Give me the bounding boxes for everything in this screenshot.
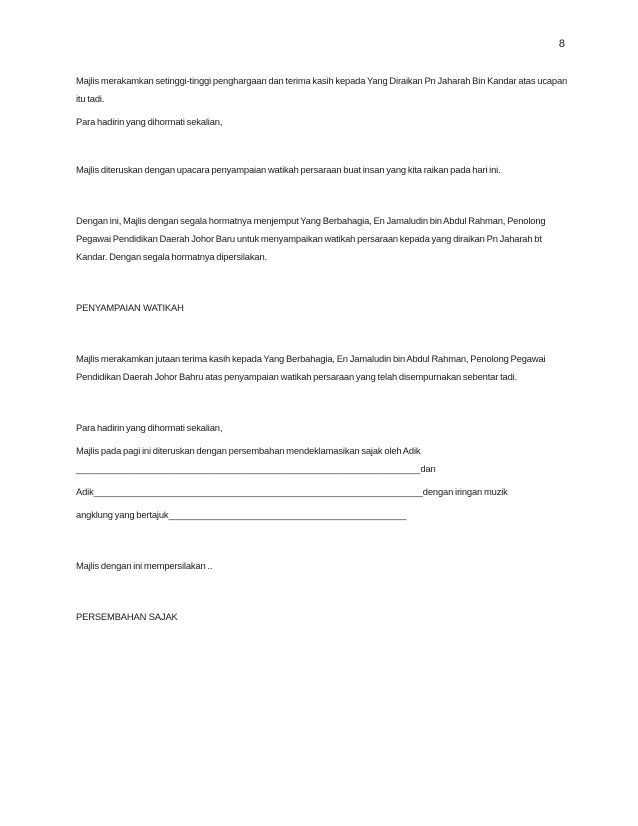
paragraph-invitation: Dengan ini, Majlis dengan segala hormatnya menjemput Yang Berbahagia, En Jamaludin bin Abdul Rahman, Penolong Pegawai Pendidikan Daerah Johor Baru untuk menyampaikan watikah persaraan kepada yang diraikan Pn Jaharah bt Kandar. Dengan segala hormatnya dipersilakan. <box>76 215 546 262</box>
poem-intro-line-3: Adik_________________________________________________________________dengan iringan muzik <box>76 486 508 497</box>
paragraph-greeting: Para hadirin yang dihormati sekalian, <box>76 116 223 127</box>
paragraph-greeting-2: Para hadirin yang dihormati sekalian, <box>76 422 223 433</box>
page-number: 8 <box>558 38 565 50</box>
paragraph-thanks: Majlis merakamkan jutaan terima kasih kepada Yang Berbahagia, En Jamaludin bin Abdul Rahman, Penolong Pegawai Pendidikan Daerah Johor Bahru atas penyampaian watikah persaraan yang telah disempurnakan sebentar tadi. <box>76 353 546 382</box>
section-heading-watikah: PENYAMPAIAN WATIKAH <box>76 302 184 313</box>
section-heading-sajak: PERSEMBAHAN SAJAK <box>76 611 178 622</box>
paragraph-ceremony-continues: Majlis diteruskan dengan upacara penyampaian watikah persaraan buat insan yang kita raikan pada hari ini. <box>76 164 501 175</box>
paragraph-appreciation: Majlis merakamkan setinggi-tinggi penghargaan dan terima kasih kepada Yang Diraikan Pn Jaharah Bin Kandar atas ucapan itu tadi. <box>76 75 568 104</box>
poem-intro-line-4: angklung yang bertajuk_______________________________________________ <box>76 509 407 520</box>
poem-intro-line-2: ____________________________________________________________________dan <box>76 463 436 474</box>
poem-intro-line-1: Majlis pada pagi ini diteruskan dengan persembahan mendeklamasikan sajak oleh Adik <box>76 445 421 456</box>
document-body <box>76 72 572 626</box>
paragraph-invite-performance: Majlis dengan ini mempersilakan .. <box>76 560 213 571</box>
